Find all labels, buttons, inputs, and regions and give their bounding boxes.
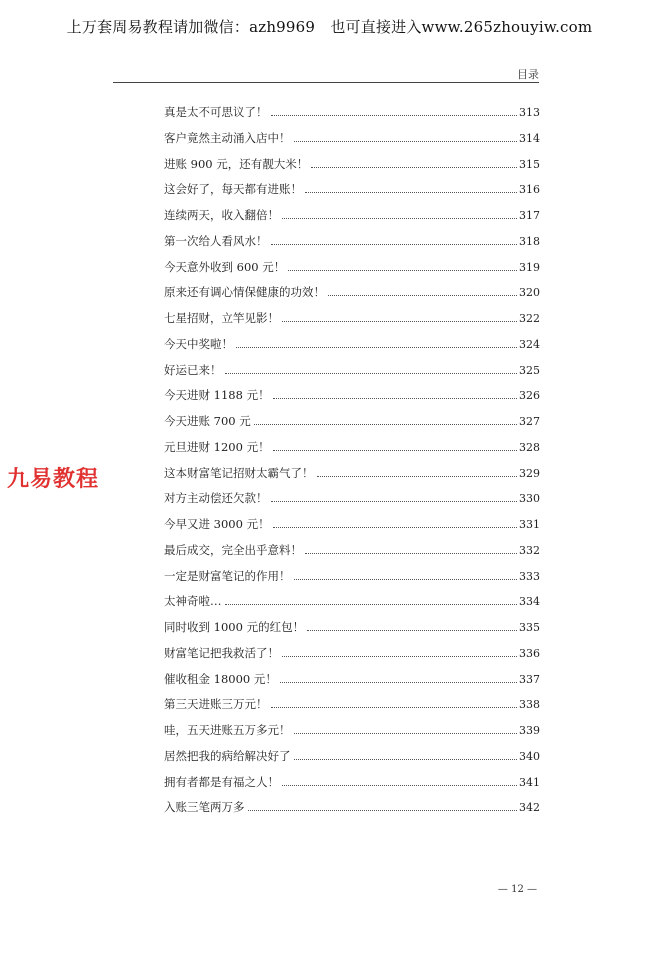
toc-entry[interactable] [164, 722, 540, 748]
toc-entry[interactable] [164, 362, 540, 388]
toc-entry-page: 318 [519, 234, 540, 248]
toc-leader-dots [236, 347, 517, 348]
toc-entry-page: 316 [519, 183, 540, 197]
toc-entry[interactable] [164, 336, 540, 362]
toc-leader-dots [311, 167, 517, 168]
toc-entry-title: 今早又进 3000 元！ [164, 517, 270, 531]
toc-entry[interactable] [164, 207, 540, 233]
toc-entry[interactable] [164, 181, 540, 207]
toc-leader-dots [273, 527, 517, 528]
toc-leader-dots [307, 630, 517, 631]
toc-entry-title: 今天进账 700 元 [164, 414, 251, 428]
toc-entry-title: 同时收到 1000 元的红包！ [164, 620, 305, 634]
toc-entry[interactable] [164, 671, 540, 697]
page-number: — 12 — [497, 884, 537, 895]
section-header-label: 目录 [517, 68, 539, 81]
toc-entry[interactable] [164, 774, 540, 800]
toc-entry-page: 342 [519, 801, 540, 815]
toc-leader-dots [273, 450, 517, 451]
toc-entry-page: 327 [519, 415, 540, 428]
toc-entry[interactable] [164, 259, 540, 285]
toc-entry-page: 320 [519, 286, 540, 300]
toc-entry-page: 314 [519, 131, 540, 145]
toc-entry-page: 315 [519, 157, 540, 171]
toc-entry-title: 进账 900 元，还有靓大米！ [164, 156, 309, 171]
watermark-logo: 九易教程 [7, 467, 100, 492]
toc-entry-title: 第三天进账三万元！ [164, 697, 268, 712]
toc-leader-dots [294, 759, 518, 760]
toc-entry-title: 太神奇啦… [164, 594, 222, 609]
toc-entry-page: 328 [519, 440, 540, 454]
toc-entry-page: 340 [519, 749, 540, 763]
toc-entry-title: 一定是财富笔记的作用！ [164, 568, 291, 583]
toc-entry-page: 335 [519, 621, 540, 634]
toc-leader-dots [248, 810, 518, 811]
toc-entry-page: 319 [519, 260, 540, 274]
toc-entry-page: 336 [519, 646, 540, 660]
toc-entry-title: 最后成交，完全出乎意料！ [164, 542, 302, 557]
toc-entry-title: 今天进财 1188 元！ [164, 388, 270, 403]
toc-entry-page: 325 [519, 363, 540, 377]
toc-leader-dots [294, 579, 518, 580]
toc-entry-page: 324 [519, 337, 540, 351]
promo-banner: 上万套周易教程请加微信：azh9969 也可直接进入www.265zhouyiw.com [66, 18, 593, 36]
toc-entry-title: 客户竟然主动涌入店中！ [164, 130, 291, 145]
toc-entry[interactable] [164, 156, 540, 182]
toc-entry-title: 居然把我的病给解决好了 [164, 748, 291, 763]
toc-entry-title: 入账三笔两万多 [164, 800, 245, 815]
toc-leader-dots [225, 373, 518, 374]
toc-entry-title: 拥有者都是有福之人！ [164, 774, 279, 789]
toc-leader-dots [328, 295, 517, 296]
toc-leader-dots [305, 553, 517, 554]
toc-entry[interactable] [164, 799, 540, 825]
toc-entry-page: 326 [519, 389, 540, 403]
toc-entry[interactable] [164, 104, 540, 130]
toc-entry-title: 原来还有调心情保健康的功效！ [164, 285, 325, 300]
toc-leader-dots [294, 141, 518, 142]
toc-leader-dots [305, 192, 517, 193]
toc-leader-dots [271, 244, 518, 245]
toc-entry-page: 334 [519, 595, 540, 609]
toc-entry-title: 连续两天，收入翻倍！ [164, 208, 279, 222]
toc-leader-dots [271, 707, 518, 708]
toc-entry-page: 329 [519, 466, 540, 480]
toc-entry-page: 332 [519, 543, 540, 557]
toc-entry-title: 对方主动偿还欠款！ [164, 491, 268, 506]
toc-entry-page: 331 [519, 518, 540, 531]
toc-entry[interactable] [164, 593, 540, 619]
toc-entry[interactable] [164, 619, 540, 645]
toc-entry-title: 这本财富笔记招财太霸气了！ [164, 465, 314, 480]
toc-leader-dots [282, 218, 517, 219]
toc-entry-page: 322 [519, 312, 540, 325]
toc-leader-dots [288, 270, 517, 271]
toc-entry-title: 催收租金 18000 元！ [164, 671, 277, 686]
toc-entry-title: 财富笔记把我救活了！ [164, 645, 279, 660]
toc-leader-dots [254, 424, 517, 425]
toc-leader-dots [294, 733, 518, 734]
toc-entry-page: 339 [519, 724, 540, 737]
toc-entry[interactable] [164, 490, 540, 516]
toc-entry-page: 313 [519, 106, 540, 119]
toc-leader-dots [280, 682, 517, 683]
toc-entry[interactable] [164, 516, 540, 542]
toc-entry-title: 真是太不可思议了！ [164, 105, 268, 119]
toc-entry-title: 第一次给人看风水！ [164, 233, 268, 248]
toc-entry-title: 哇，五天进账五万多元！ [164, 723, 291, 737]
toc-leader-dots [282, 321, 517, 322]
toc-entry-title: 七星招财，立竿见影！ [164, 311, 279, 325]
table-of-contents [164, 104, 540, 825]
toc-entry-title: 这会好了，每天都有进账！ [164, 182, 302, 197]
toc-leader-dots [282, 785, 517, 786]
toc-entry[interactable] [164, 387, 540, 413]
toc-entry[interactable] [164, 130, 540, 156]
toc-leader-dots [225, 604, 518, 605]
toc-entry-page: 317 [519, 209, 540, 222]
toc-entry-page: 341 [519, 775, 540, 789]
toc-entry-title: 今天中奖啦！ [164, 336, 233, 351]
header-divider [113, 82, 539, 83]
toc-entry[interactable] [164, 284, 540, 310]
toc-entry[interactable] [164, 413, 540, 439]
toc-entry-title: 元旦进财 1200 元！ [164, 439, 270, 454]
toc-leader-dots [317, 476, 518, 477]
toc-leader-dots [273, 398, 517, 399]
toc-entry[interactable] [164, 465, 540, 491]
toc-entry[interactable] [164, 696, 540, 722]
toc-entry-title: 今天意外收到 600 元！ [164, 259, 286, 274]
toc-entry[interactable] [164, 233, 540, 259]
toc-entry[interactable] [164, 748, 540, 774]
toc-leader-dots [271, 501, 518, 502]
toc-entry-page: 337 [519, 672, 540, 686]
toc-entry[interactable] [164, 645, 540, 671]
toc-leader-dots [271, 115, 518, 116]
toc-entry-page: 330 [519, 492, 540, 506]
toc-entry-page: 333 [519, 569, 540, 583]
toc-entry-title: 好运已来！ [164, 362, 222, 377]
toc-entry[interactable] [164, 542, 540, 568]
toc-entry[interactable] [164, 568, 540, 594]
toc-entry[interactable] [164, 439, 540, 465]
toc-entry[interactable] [164, 310, 540, 336]
toc-entry-page: 338 [519, 698, 540, 712]
toc-leader-dots [282, 656, 517, 657]
